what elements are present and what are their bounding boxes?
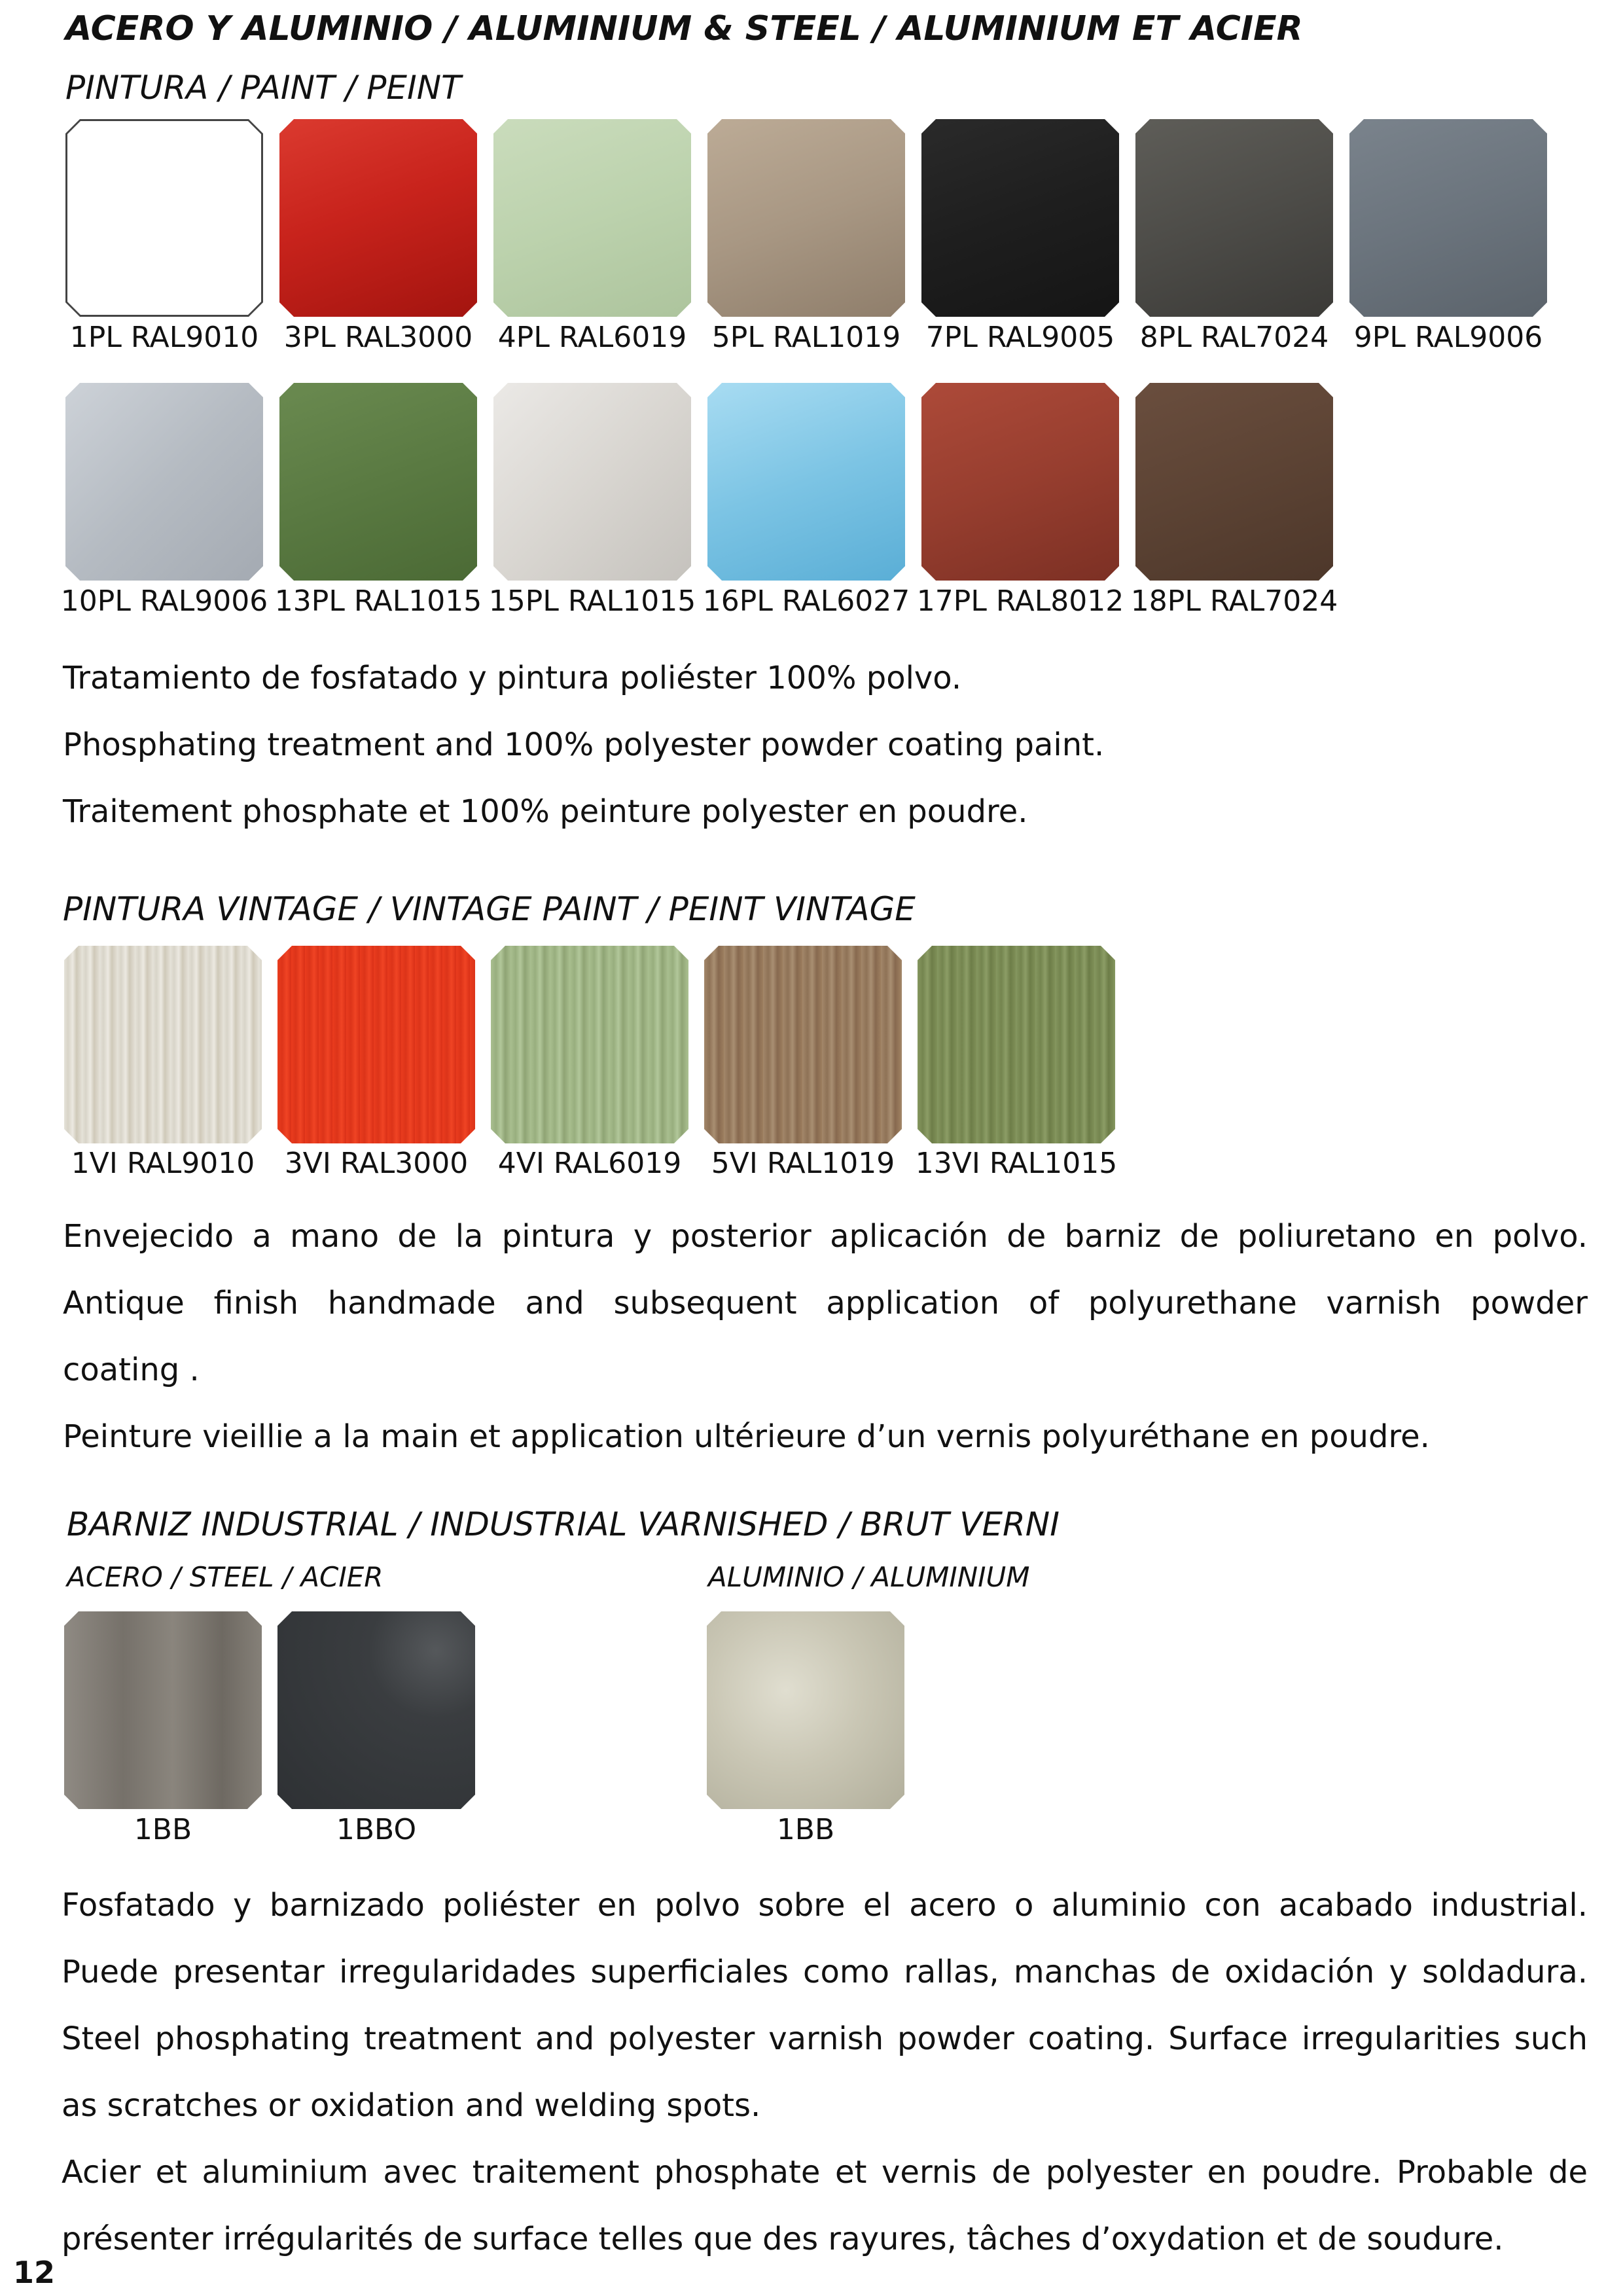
swatch-18pl[interactable] bbox=[1135, 383, 1333, 581]
swatch-13pl[interactable] bbox=[279, 383, 477, 581]
swatch-label: 17PL RAL8012 bbox=[916, 584, 1124, 618]
description-line-en: Antique finish handmade and subsequent application of polyurethane varnish powder bbox=[63, 1285, 1588, 1321]
page-title: ACERO Y ALUMINIO / ALUMINIUM & STEEL / ALUMINIUM ET ACIER bbox=[65, 9, 1303, 48]
swatch-label: 4VI RAL6019 bbox=[497, 1147, 682, 1180]
swatch-10pl[interactable] bbox=[65, 383, 263, 581]
description-line-es: Tratamiento de fosfatado y pintura poliéster 100% polvo. bbox=[63, 660, 962, 696]
swatch-label: 8PL RAL7024 bbox=[1139, 321, 1329, 354]
swatch-1vi[interactable] bbox=[64, 946, 262, 1143]
industrial-description bbox=[62, 1872, 1588, 2272]
swatch-16pl[interactable] bbox=[707, 383, 905, 581]
swatch-4vi[interactable] bbox=[491, 946, 688, 1143]
page-number: 12 bbox=[13, 2255, 56, 2290]
swatch-label: 1VI RAL9010 bbox=[71, 1147, 255, 1180]
description-line-en: Phosphating treatment and 100% polyester powder coating paint. bbox=[63, 726, 1105, 763]
swatch-label: 7PL RAL9005 bbox=[925, 321, 1115, 354]
swatch-label: 1BBO bbox=[336, 1813, 417, 1846]
swatch-label: 15PL RAL1015 bbox=[488, 584, 696, 618]
swatch-label: 5VI RAL1019 bbox=[711, 1147, 895, 1180]
swatch-17pl[interactable] bbox=[921, 383, 1119, 581]
swatch-label: 4PL RAL6019 bbox=[497, 321, 687, 354]
description-line-es-cont: Puede presentar irregularidades superficiales como rallas, manchas de oxidación y soldadura. bbox=[62, 1954, 1588, 1990]
swatch-label: 13PL RAL1015 bbox=[274, 584, 482, 618]
description-line-fr: Peinture vieillie a la main et application ultérieure d’un vernis polyuréthane en poudre. bbox=[63, 1418, 1430, 1455]
swatch-label: 18PL RAL7024 bbox=[1130, 584, 1338, 618]
description-line-en: Steel phosphating treatment and polyester varnish powder coating. Surface irregularities such bbox=[62, 2020, 1588, 2057]
swatch-label: 1BB bbox=[134, 1813, 192, 1846]
description-line-es: Envejecido a mano de la pintura y posterior aplicación de barniz de poliuretano en polvo. bbox=[63, 1218, 1588, 1255]
swatch-label: 10PL RAL9006 bbox=[60, 584, 268, 618]
vintage-description bbox=[63, 1203, 1588, 1470]
swatch-label: 9PL RAL9006 bbox=[1353, 321, 1543, 354]
swatch-3pl[interactable] bbox=[279, 119, 477, 317]
paint-description bbox=[63, 645, 1588, 845]
swatch-1bb-steel[interactable] bbox=[64, 1611, 262, 1809]
swatch-label: 3VI RAL3000 bbox=[284, 1147, 469, 1180]
swatch-label: 3PL RAL3000 bbox=[283, 321, 473, 354]
swatch-label: 16PL RAL6027 bbox=[702, 584, 910, 618]
description-line-fr-cont: présenter irrégularités de surface telles que des rayures, tâches d’oxydation et de soudure. bbox=[62, 2221, 1504, 2257]
swatch-label: 1BB bbox=[776, 1813, 835, 1846]
description-line-fr: Acier et aluminium avec traitement phosphate et vernis de polyester en poudre. Probable de bbox=[62, 2154, 1588, 2191]
swatch-4pl[interactable] bbox=[493, 119, 691, 317]
swatch-13vi[interactable] bbox=[918, 946, 1115, 1143]
swatch-1bbo-steel[interactable] bbox=[277, 1611, 475, 1809]
vintage-section-title: PINTURA VINTAGE / VINTAGE PAINT / PEINT VINTAGE bbox=[63, 890, 916, 928]
swatch-8pl[interactable] bbox=[1135, 119, 1333, 317]
steel-subtitle: ACERO / STEEL / ACIER bbox=[67, 1561, 383, 1593]
swatch-label: 5PL RAL1019 bbox=[711, 321, 901, 354]
swatch-label: 13VI RAL1015 bbox=[915, 1147, 1118, 1180]
swatch-9pl[interactable] bbox=[1349, 119, 1547, 317]
swatch-5pl[interactable] bbox=[707, 119, 905, 317]
swatch-label: 1PL RAL9010 bbox=[69, 321, 259, 354]
aluminium-subtitle: ALUMINIO / ALUMINIUM bbox=[708, 1561, 1030, 1593]
swatch-5vi[interactable] bbox=[704, 946, 902, 1143]
description-line-es: Fosfatado y barnizado poliéster en polvo sobre el acero o aluminio con acabado industrial. bbox=[62, 1887, 1588, 1924]
swatch-3vi[interactable] bbox=[277, 946, 475, 1143]
paint-section-title: PINTURA / PAINT / PEINT bbox=[65, 69, 461, 107]
industrial-section-title: BARNIZ INDUSTRIAL / INDUSTRIAL VARNISHED / BRUT VERNI bbox=[67, 1505, 1060, 1543]
swatch-1pl[interactable] bbox=[65, 119, 263, 317]
description-line-en-cont: coating . bbox=[63, 1352, 200, 1388]
description-line-en-cont: as scratches or oxidation and welding spots. bbox=[62, 2087, 761, 2124]
swatch-1bb-aluminium[interactable] bbox=[707, 1611, 904, 1809]
swatch-7pl[interactable] bbox=[921, 119, 1119, 317]
swatch-15pl[interactable] bbox=[493, 383, 691, 581]
description-line-fr: Traitement phosphate et 100% peinture polyester en poudre. bbox=[63, 793, 1028, 830]
